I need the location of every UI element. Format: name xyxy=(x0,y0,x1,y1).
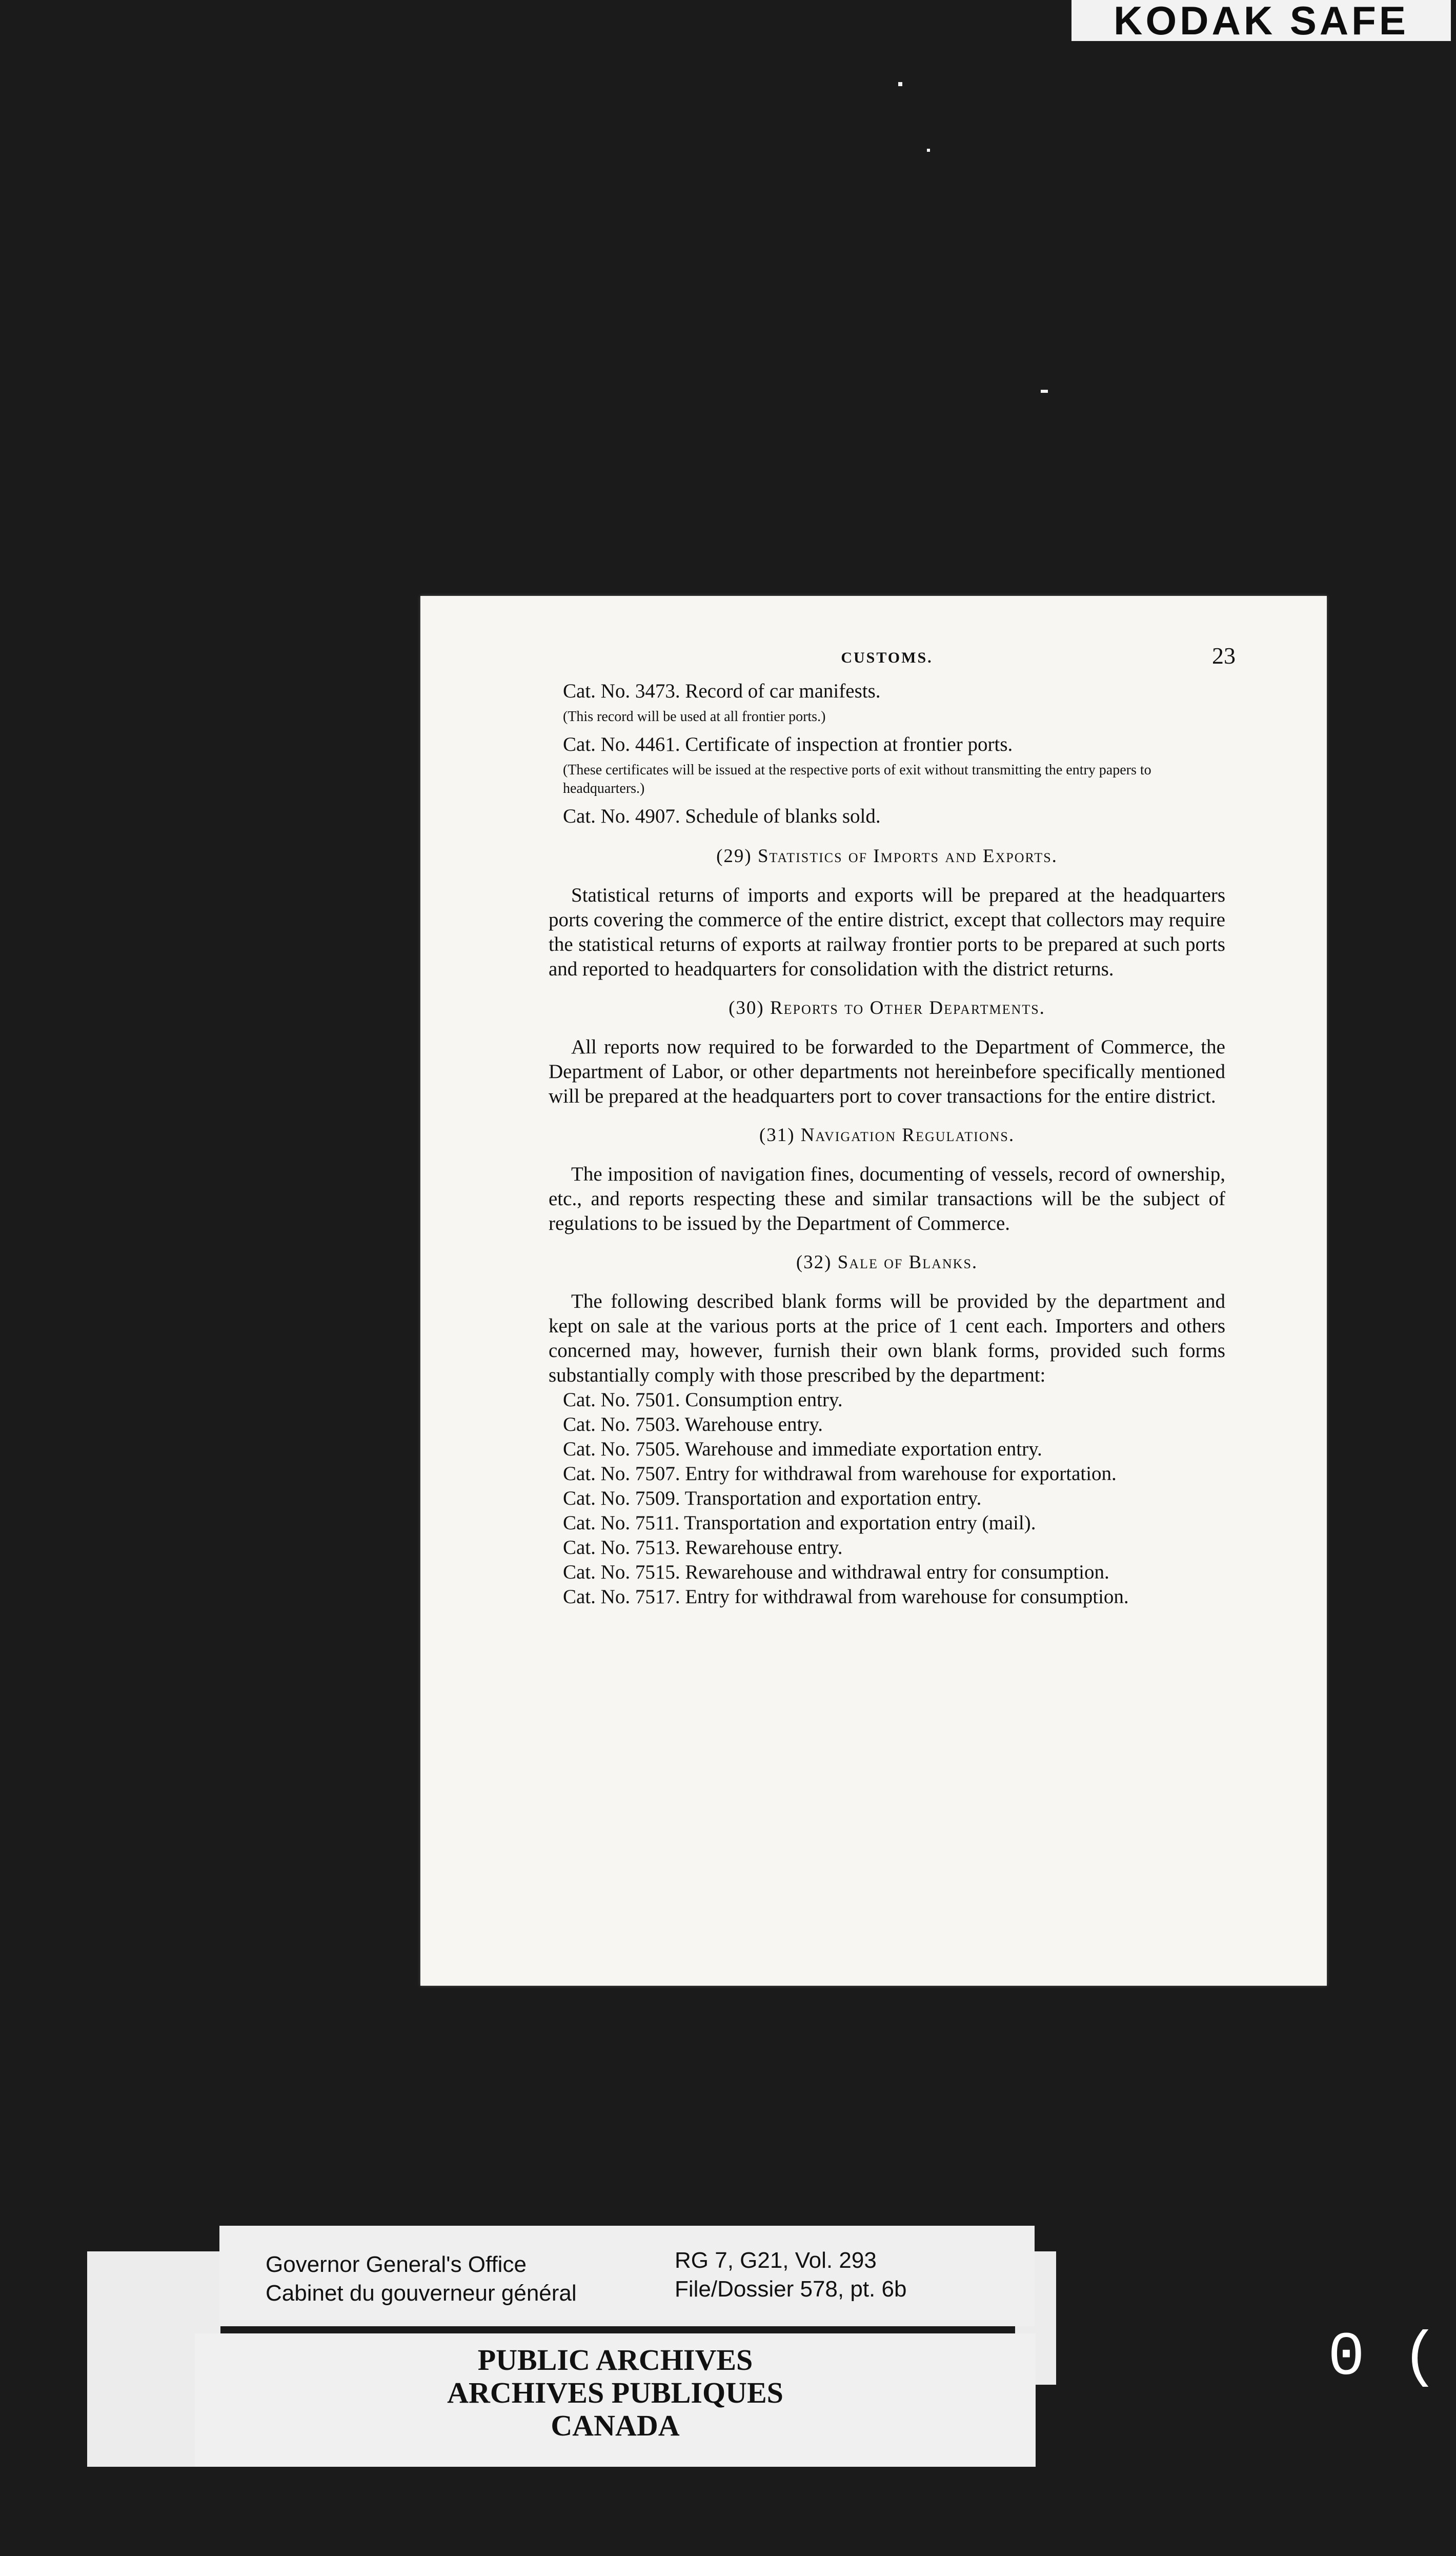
archives-line-3: CANADA xyxy=(551,2409,680,2442)
archives-line-1: PUBLIC ARCHIVES xyxy=(477,2343,753,2377)
running-head: CUSTOMS. xyxy=(841,649,933,666)
archives-line-2: ARCHIVES PUBLIQUES xyxy=(447,2376,783,2409)
blank-form-item: Cat. No. 7503. Warehouse entry. xyxy=(563,1413,823,1435)
page-number: 23 xyxy=(1212,643,1236,669)
blank-form-item: Cat. No. 7511. Transportation and exportation entry (mail). xyxy=(563,1512,1036,1534)
blank-form-item: Cat. No. 7515. Rewarehouse and withdrawal entry for consumption. xyxy=(563,1561,1109,1583)
blank-form-item: Cat. No. 7517. Entry for withdrawal from warehouse for consumption. xyxy=(563,1586,1129,1608)
page-header xyxy=(549,642,1236,678)
blank-form-item: Cat. No. 7501. Consumption entry. xyxy=(563,1389,843,1411)
page-body xyxy=(549,678,1225,1388)
kodak-safe-stamp: KODAK SAFE xyxy=(1071,0,1451,41)
archive-reference-label xyxy=(219,2226,1035,2326)
page-content xyxy=(549,642,1236,1609)
para-12: The following described blank forms will be provided by the department and kept on sale at the various ports at the price of 1 cent each. Importers and others concerned may, however, furnish their own blank forms, provided such forms substantially comply with those prescribed by the department: xyxy=(549,1290,1225,1386)
blanks-list xyxy=(549,1388,1225,1609)
note-3: (These certificates will be issued at the respective ports of exit without transmitting the entry papers to headquarters.) xyxy=(563,762,1151,796)
blank-form-item: Cat. No. 7509. Transportation and exportation entry. xyxy=(563,1487,982,1509)
entry-0: Cat. No. 3473. Record of car manifests. xyxy=(563,680,881,702)
record-group: RG 7, G21, Vol. 293 xyxy=(675,2248,877,2273)
entry-4: Cat. No. 4907. Schedule of blanks sold. xyxy=(563,805,881,827)
frame-number: 0 ( xyxy=(1328,2323,1439,2393)
office-fr: Cabinet du gouverneur général xyxy=(266,2281,577,2306)
heading-5: (29) Statistics of Imports and Exports. xyxy=(716,846,1058,867)
office-names xyxy=(266,2250,577,2308)
para-10: The imposition of navigation fines, documenting of vessels, record of ownership, etc., and reports respecting these and similar transactions will be the subject of regulations to be issued by the Department of Commerce. xyxy=(549,1163,1225,1234)
office-en: Governor General's Office xyxy=(266,2252,527,2277)
entry-2: Cat. No. 4461. Certificate of inspection at frontier ports. xyxy=(563,733,1013,755)
blank-form-item: Cat. No. 7513. Rewarehouse entry. xyxy=(563,1536,843,1559)
para-6: Statistical returns of imports and exports will be prepared at the headquarters ports covering the commerce of the entire district, except that collectors may require the statistical returns of exports at railway frontier ports to be prepared at such ports and reported to headquarters for consolidation with the district returns. xyxy=(549,884,1225,980)
para-8: All reports now required to be forwarded to the Department of Commerce, the Department of Labor, or other departments not hereinbefore specifically mentioned will be prepared at the headquarters port to cover transactions for the entire district. xyxy=(549,1036,1225,1107)
heading-7: (30) Reports to Other Departments. xyxy=(729,997,1045,1019)
blank-form-item: Cat. No. 7505. Warehouse and immediate exportation entry. xyxy=(563,1438,1042,1460)
note-1: (This record will be used at all frontier ports.) xyxy=(563,709,826,725)
heading-9: (31) Navigation Regulations. xyxy=(759,1125,1015,1146)
document-page xyxy=(420,596,1327,1986)
blank-form-item: Cat. No. 7507. Entry for withdrawal from warehouse for exportation. xyxy=(563,1463,1117,1485)
public-archives-label xyxy=(195,2333,1036,2467)
heading-11: (32) Sale of Blanks. xyxy=(796,1252,978,1273)
reference-numbers xyxy=(675,2246,906,2304)
file-dossier: File/Dossier 578, pt. 6b xyxy=(675,2277,907,2302)
